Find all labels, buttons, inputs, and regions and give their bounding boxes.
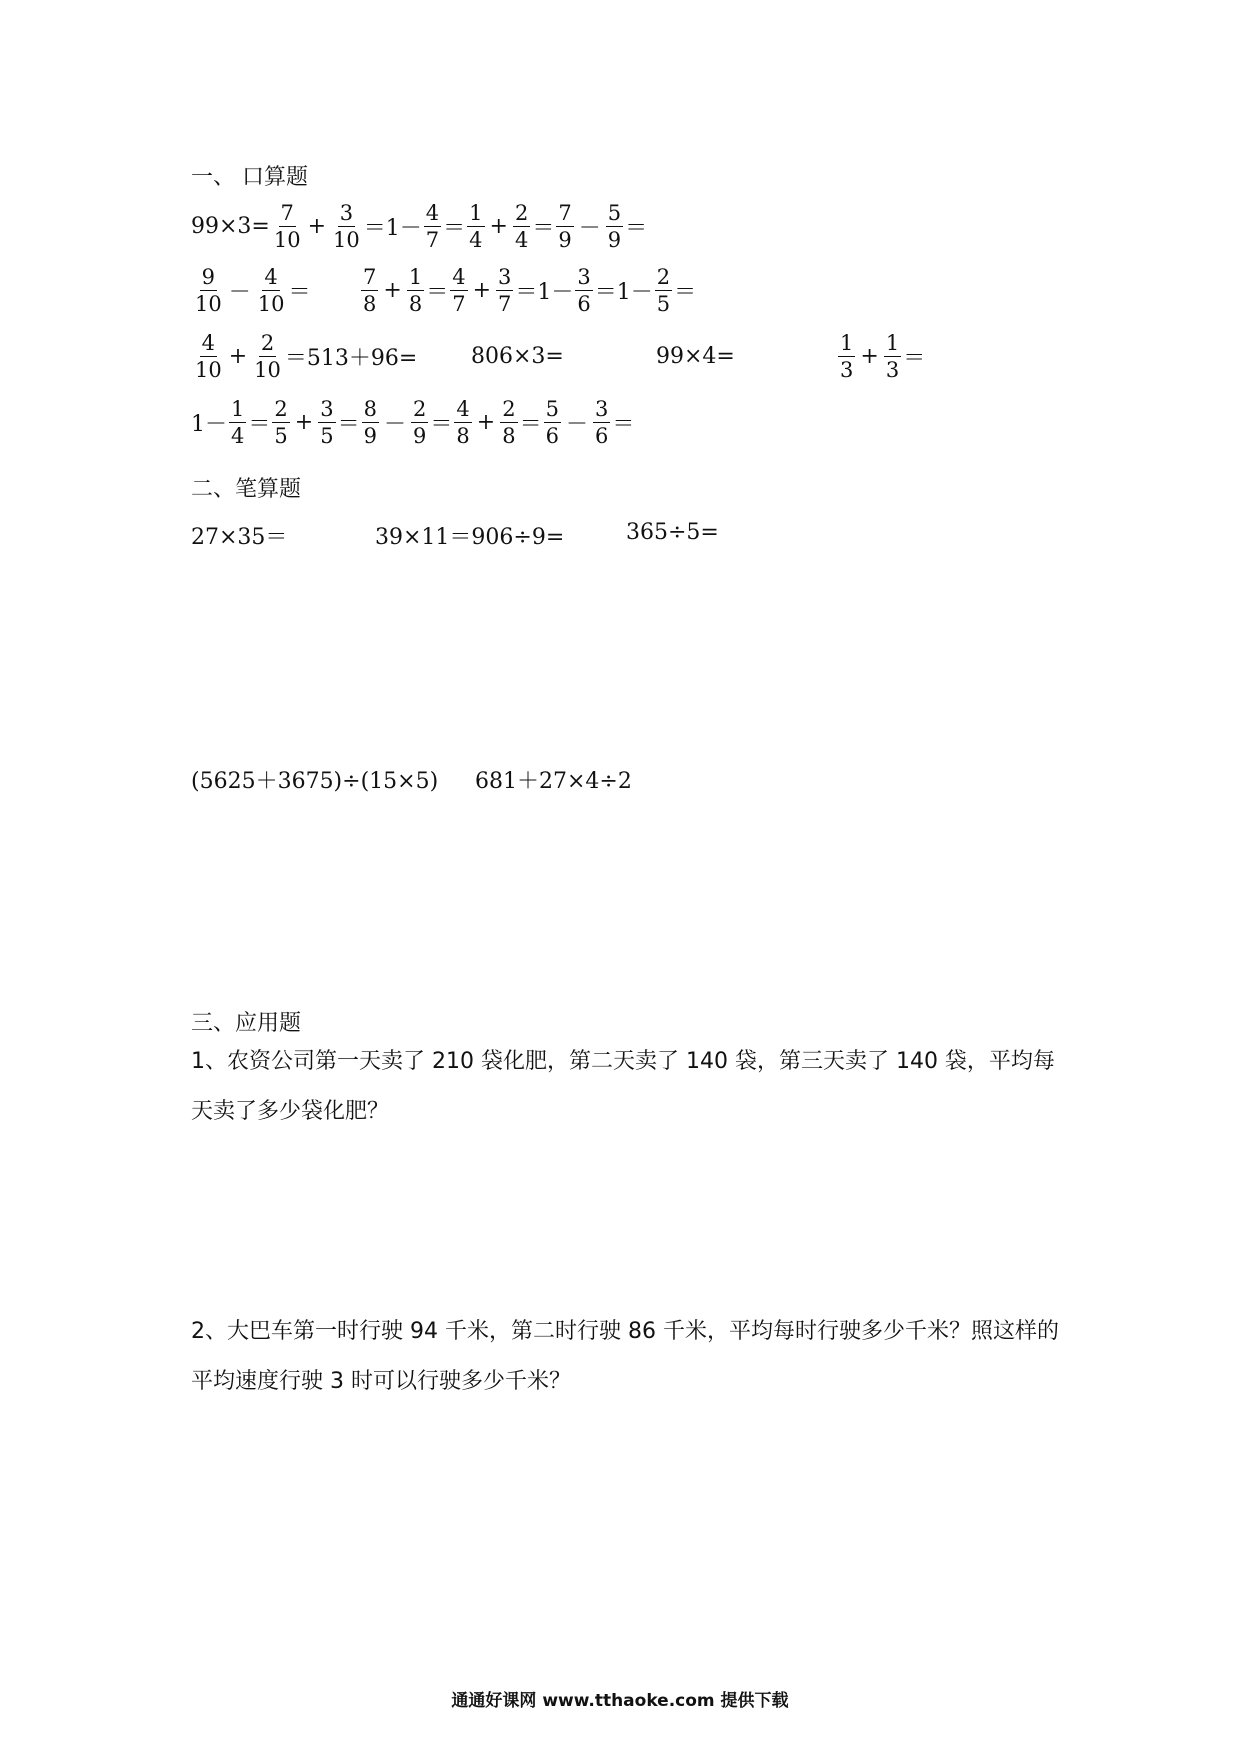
fraction-numerator: 4 — [425, 200, 440, 225]
expression-text: ＝ — [674, 279, 697, 305]
fraction-numerator: 2 — [656, 264, 671, 289]
fraction — [556, 201, 573, 252]
written-calc-3: 365÷5= — [626, 520, 719, 545]
fraction-numerator: 4 — [452, 264, 466, 289]
fraction-denominator: 7 — [425, 227, 440, 252]
expression-text: ＝ — [532, 215, 555, 241]
fraction-denominator: 6 — [577, 291, 591, 316]
fraction-numerator: 2 — [514, 200, 529, 225]
fraction-denominator: 10 — [195, 357, 222, 382]
fraction-denominator: 9 — [607, 227, 622, 252]
operator: + — [307, 213, 327, 239]
expression-text: ＝ — [625, 215, 648, 241]
fraction-denominator: 7 — [498, 291, 512, 316]
fraction-denominator: 9 — [558, 227, 572, 252]
fraction-denominator: 6 — [594, 423, 609, 448]
operator: － — [578, 215, 601, 241]
expression-text: ＝ — [519, 411, 542, 437]
fraction-denominator: 9 — [412, 423, 427, 448]
written-calc-4: (5625＋3675)÷(15×5) — [191, 769, 439, 794]
expression-text: ＝ — [248, 411, 271, 437]
expression-text: ＝1－ — [363, 215, 422, 241]
fraction-numerator: 1 — [885, 330, 900, 355]
expr-group — [191, 328, 417, 384]
fraction-numerator: 9 — [201, 264, 216, 289]
fraction-denominator: 10 — [333, 227, 360, 252]
fraction-numerator: 4 — [456, 396, 470, 421]
fraction-numerator: 2 — [412, 396, 427, 421]
fraction — [252, 331, 283, 382]
fraction-denominator: 10 — [254, 357, 281, 382]
fraction-denominator: 3 — [885, 357, 900, 382]
fraction-numerator: 2 — [260, 330, 275, 355]
fraction — [500, 397, 517, 448]
operator: + — [860, 343, 879, 369]
expr-group — [191, 262, 311, 318]
section-1-title: 一、 口算题 — [191, 165, 308, 190]
fraction — [272, 201, 303, 252]
fraction — [193, 265, 224, 316]
fraction-numerator: 2 — [502, 396, 516, 421]
fraction — [424, 201, 441, 252]
fraction — [513, 201, 530, 252]
expression-text: ＝ — [426, 279, 449, 305]
fraction — [496, 265, 513, 316]
fraction-denominator: 8 — [408, 291, 423, 316]
fraction-denominator: 10 — [273, 227, 301, 252]
expr-group — [359, 262, 696, 318]
footer-source: 通通好课网 www.tthaoke.com 提供下载 — [451, 1691, 789, 1711]
word-problem-1: 1、农资公司第一天卖了 210 袋化肥，第二天卖了 140 袋，第三天卖了 140 袋，平均每天卖了多少袋化肥？ — [191, 1049, 1055, 1124]
fraction-numerator: 1 — [469, 200, 483, 225]
expr-group — [656, 328, 735, 384]
expression-text: ＝1－ — [594, 279, 653, 305]
fraction — [331, 201, 362, 252]
expr-group — [471, 328, 564, 384]
expression-text: 806×3= — [471, 343, 564, 369]
fraction-numerator: 3 — [594, 396, 609, 421]
fraction — [256, 265, 287, 316]
fraction-denominator: 10 — [195, 291, 222, 316]
expression-text: ＝1－ — [515, 279, 574, 305]
section-2-title: 二、笔算题 — [191, 477, 302, 502]
written-calc-2: 39×11＝906÷9= — [375, 525, 565, 550]
written-calc-1: 27×35＝ — [191, 525, 288, 550]
expression-text: ＝ — [288, 279, 311, 305]
fraction — [450, 265, 467, 316]
fraction-denominator: 7 — [452, 291, 466, 316]
fraction-numerator: 7 — [280, 200, 294, 225]
fraction — [544, 397, 561, 448]
fraction — [575, 265, 592, 316]
fraction-denominator: 10 — [257, 291, 285, 316]
fraction — [272, 397, 289, 448]
operator: － — [228, 279, 251, 305]
expr-group — [191, 394, 634, 450]
fraction — [193, 331, 224, 382]
fraction — [229, 397, 246, 448]
fraction-numerator: 7 — [558, 200, 572, 225]
fraction-denominator: 4 — [231, 423, 245, 448]
fraction-numerator: 4 — [201, 330, 216, 355]
fraction — [318, 397, 335, 448]
expression-text: 99×3= — [191, 213, 270, 239]
fraction — [454, 397, 471, 448]
fraction — [655, 265, 672, 316]
fraction — [361, 265, 378, 316]
fraction — [411, 397, 428, 448]
expression-text: ＝ — [443, 215, 466, 241]
fraction-numerator: 1 — [840, 330, 854, 355]
fraction-numerator: 5 — [545, 396, 559, 421]
expression-text: ＝ — [337, 411, 360, 437]
fraction-denominator: 6 — [545, 423, 559, 448]
expr-group — [836, 328, 925, 384]
operator: + — [228, 343, 248, 369]
expression-text: ＝ — [903, 345, 926, 371]
expression-text: ＝513＋96= — [284, 345, 418, 371]
fraction-numerator: 3 — [339, 200, 354, 225]
expr-group — [191, 198, 647, 254]
fraction — [467, 201, 484, 252]
fraction — [606, 201, 623, 252]
fraction-numerator: 3 — [577, 264, 591, 289]
fraction-denominator: 4 — [469, 227, 483, 252]
fraction — [838, 331, 855, 382]
operator: + — [489, 213, 508, 239]
operator: + — [476, 409, 496, 435]
word-problem-2: 2、大巴车第一时行驶 94 千米，第二时行驶 86 千米，平均每时行驶多少千米？照这样的平均速度行驶 3 时可以行驶多少千米？ — [191, 1319, 1059, 1394]
expression-text: 1－ — [191, 411, 227, 437]
fraction-numerator: 4 — [264, 264, 278, 289]
fraction-denominator: 8 — [363, 291, 377, 316]
fraction-denominator: 8 — [502, 423, 516, 448]
operator: － — [383, 411, 406, 437]
expression-text: ＝ — [612, 411, 635, 437]
section-3-title: 三、应用题 — [191, 1011, 302, 1036]
fraction — [884, 331, 901, 382]
fraction-numerator: 7 — [363, 264, 377, 289]
fraction-denominator: 8 — [456, 423, 470, 448]
fraction — [593, 397, 610, 448]
fraction-numerator: 3 — [320, 396, 334, 421]
fraction-numerator: 1 — [408, 264, 423, 289]
fraction-numerator: 1 — [231, 396, 245, 421]
written-calc-5: 681＋27×4÷2 — [475, 769, 632, 794]
fraction-denominator: 3 — [840, 357, 854, 382]
fraction-numerator: 3 — [498, 264, 512, 289]
expression-text: ＝ — [430, 411, 453, 437]
fraction-denominator: 9 — [363, 423, 377, 448]
fraction-denominator: 5 — [656, 291, 671, 316]
fraction-numerator: 2 — [274, 396, 288, 421]
operator: + — [383, 277, 402, 303]
fraction — [362, 397, 379, 448]
fraction-numerator: 5 — [607, 200, 622, 225]
fraction — [407, 265, 424, 316]
operator: + — [472, 277, 492, 303]
fraction-denominator: 4 — [514, 227, 529, 252]
fraction-numerator: 8 — [363, 396, 377, 421]
operator: + — [294, 409, 314, 435]
operator: － — [565, 411, 588, 437]
expression-text: 99×4= — [656, 343, 735, 369]
fraction-denominator: 5 — [320, 423, 334, 448]
fraction-denominator: 5 — [274, 423, 288, 448]
